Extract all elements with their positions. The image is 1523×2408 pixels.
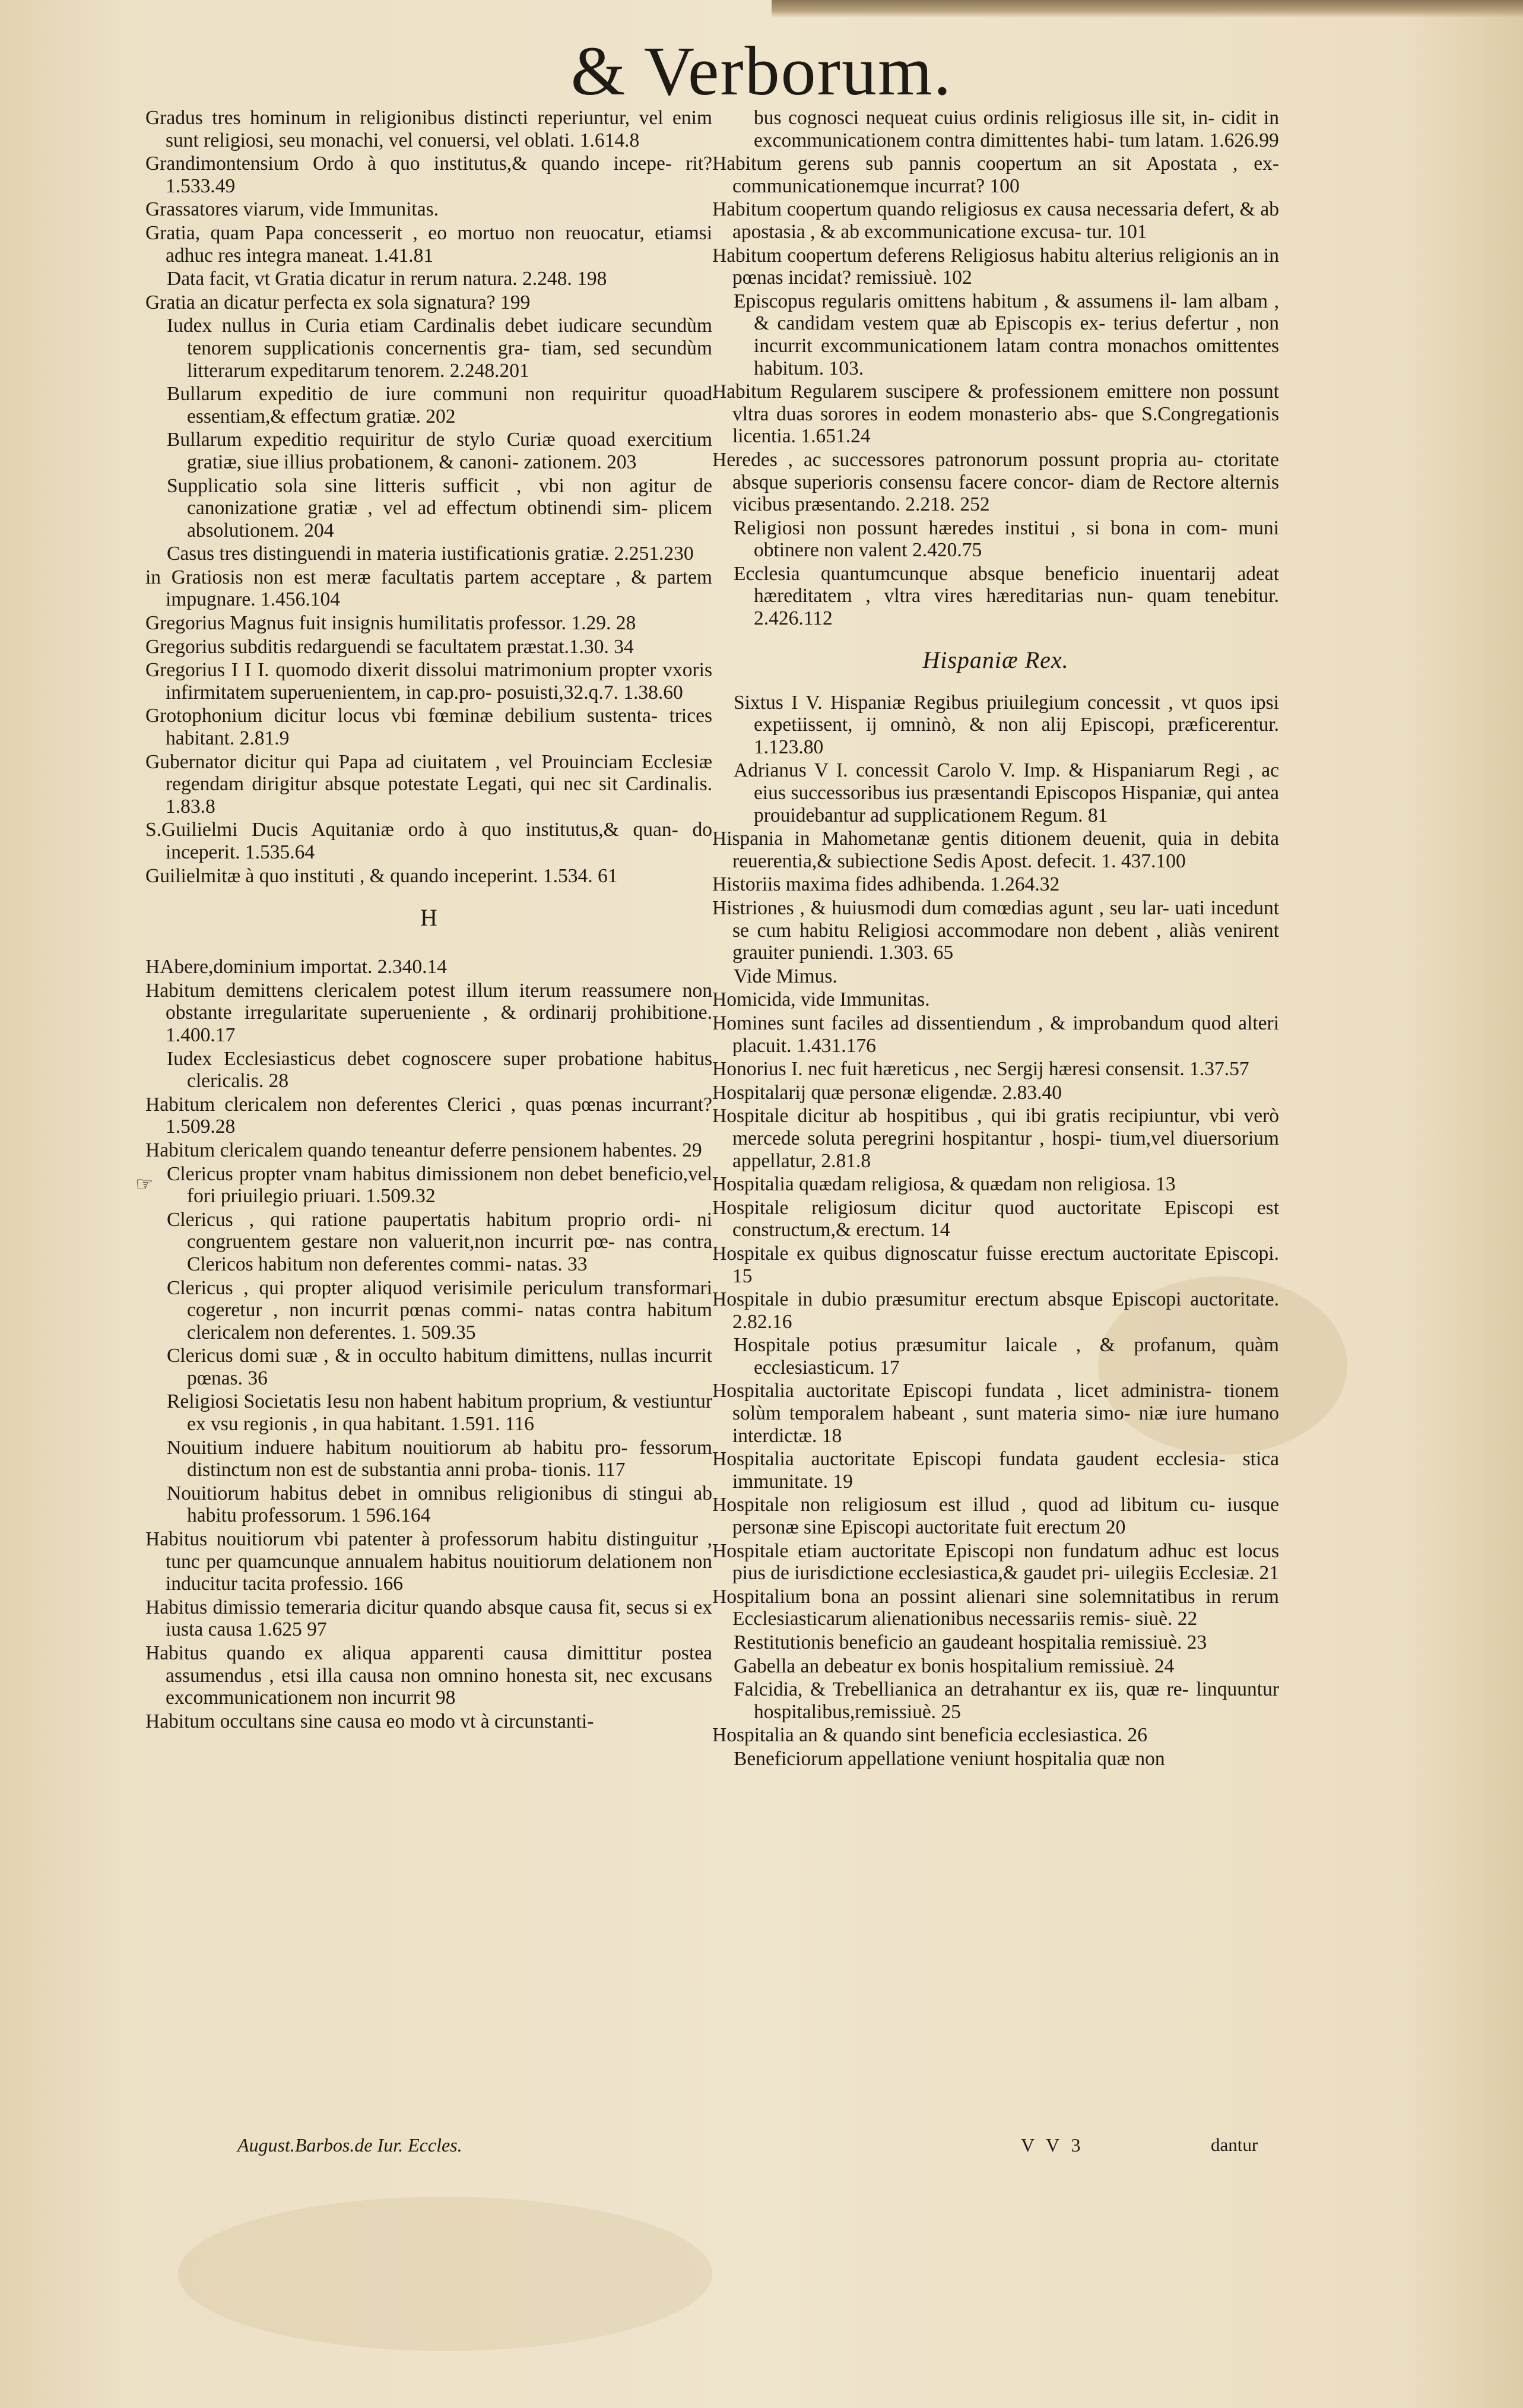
- right-column: [712, 107, 1279, 2220]
- index-entry: Hospitalia auctoritate Episcopi fundata , licet administra- tionem solùm temporalem habeant , sunt materia simo- niæ iure humano interdictæ. 18: [712, 1380, 1279, 1447]
- index-entry: Episcopus regularis omittens habitum , & assumens il- lam albam , & candidam vestem quæ ab Episcopis ex- terius defertur , non incurrit excommunicationem latam contra monachos omittentes habitum. 103.: [734, 290, 1279, 379]
- index-entry: Hospitale ex quibus dignoscatur fuisse erectum auctoritate Episcopi. 15: [712, 1242, 1279, 1287]
- index-entry: Habitus nouitiorum vbi patenter à professorum habitu distinguitur , tunc per quamcunque annualem habitus nouitiorum delationem non inducitur tacita professio. 166: [145, 1528, 712, 1595]
- index-entry: Habitum coopertum deferens Religiosus habitu alterius religionis an in pœnas incidat? remissiuè. 102: [712, 244, 1279, 289]
- index-entry: Habitum occultans sine causa eo modo vt à circunstanti-: [145, 1710, 594, 1732]
- index-entry: Homicida, vide Immunitas.: [712, 988, 930, 1011]
- index-entry: Grotophonium dicitur locus vbi fœminæ debilium sustenta- trices habitant. 2.81.9: [145, 705, 712, 750]
- index-entry: Bullarum expeditio requiritur de stylo Curiæ quoad exercitium gratiæ, siue illius probationem, & canoni- zationem. 203: [167, 429, 712, 473]
- footer-signature-mark: V V 3: [1021, 2134, 1084, 2156]
- index-entry: HAbere,dominium importat. 2.340.14: [145, 956, 448, 978]
- section-heading: Hispaniæ Rex.: [922, 646, 1069, 673]
- index-entry: Gradus tres hominum in religionibus distincti reperiuntur, vel enim sunt religiosi, seu monachi, vel conuersi, vel oblati. 1.614.8: [145, 107, 712, 151]
- index-entry: Sixtus I V. Hispaniæ Regibus priuilegium concessit , vt quos ipsi expetiissent, ij omninò, & non alij Episcopi, præficerentur. 1.123.80: [734, 691, 1279, 758]
- index-entry: Ecclesia quantumcunque absque beneficio inuentarij adeat hæreditatem , vltra vires hæreditarias nun- quam tenebitur. 2.426.112: [734, 562, 1279, 630]
- page-edge-shadow: [772, 0, 1523, 18]
- index-entry: Habitum gerens sub pannis coopertum an sit Apostata , ex- communicationemque incurrat? 100: [712, 153, 1279, 197]
- index-entry: Data facit, vt Gratia dicatur in rerum natura. 2.248. 198: [167, 268, 607, 290]
- index-entry: Beneficiorum appellatione veniunt hospitalia quæ non: [734, 1747, 1165, 1770]
- index-entry: Gubernator dicitur qui Papa ad ciuitatem , vel Prouinciam Ecclesiæ regendam dirigitur absque potestate Legati, qui nec sit Cardinalis. 1.83.8: [145, 750, 712, 818]
- index-entry: Hospitale potius præsumitur laicale , & profanum, quàm ecclesiasticum. 17: [734, 1334, 1279, 1379]
- index-entry: Histriones , & huiusmodi dum comœdias agunt , seu lar- uati incedunt se cum habitu Religiosi accommodare non debent , aliàs venirent grauiter puniendi. 1.303. 65: [712, 897, 1279, 964]
- index-entry: Hispania in Mahometanæ gentis ditionem deuenit, quia in debita reuerentia,& subiectione Sedis Apost. defecit. 1. 437.100: [712, 828, 1279, 872]
- index-entry: Nouitiorum habitus debet in omnibus religionibus di stingui ab habitu professorum. 1 596.164: [167, 1482, 712, 1527]
- index-entry: Hospitalarij quæ personæ eligendæ. 2.83.40: [712, 1081, 1062, 1104]
- index-entry: Hospitale etiam auctoritate Episcopi non fundatum adhuc est locus pius de iurisdictione ecclesiastica,& gaudet pri- uilegiis Ecclesiæ. 21: [712, 1539, 1279, 1585]
- footer-author: August.Barbos.de Iur. Eccles.: [237, 2134, 462, 2156]
- index-entry: Religiosi Societatis Iesu non habent habitum proprium, & vestiuntur ex vsu regionis , in qua habitant. 1.591. 116: [167, 1390, 712, 1436]
- index-entry: Habitum demittens clericalem potest illum iterum reassumere non obstante irregularitate superueniente , & ordinarij prohibitione. 1.400.17: [145, 979, 712, 1046]
- index-entry: Gabella an debeatur ex bonis hospitalium remissiuè. 24: [734, 1655, 1175, 1677]
- index-entry: Clericus domi suæ , & in occulto habitum dimittens, nullas incurrit pœnas. 36: [167, 1345, 712, 1389]
- index-entry: Hospitale religiosum dicitur quod auctoritate Episcopi est constructum,& erectum. 14: [712, 1196, 1279, 1241]
- index-entry: Hospitale non religiosum est illud , quod ad libitum cu- iusque personæ sine Episcopi auctoritate fuit erectum 20: [712, 1494, 1279, 1539]
- index-entry: Hospitale dicitur ab hospitibus , qui ibi gratis recipiuntur, vbi verò mercede soluta peregrini hospitantur , hospi- tium,vel diuersorium appellatur, 2.81.8: [712, 1105, 1279, 1172]
- index-entry: Restitutionis beneficio an gaudeant hospitalia remissiuè. 23: [734, 1631, 1207, 1653]
- index-entry: Habitum Regularem suscipere & professionem emittere non possunt vltra duas sorores in eodem monasterio abs- que S.Congregationis licentia. 1.651.24: [712, 381, 1279, 448]
- index-entry: S.Guilielmi Ducis Aquitaniæ ordo à quo institutus,& quan- do inceperit. 1.535.64: [145, 819, 712, 863]
- index-entry: Adrianus V I. concessit Carolo V. Imp. & Hispaniarum Regi , ac eius successoribus ius præsentandi Episcopos Hispaniæ, qui antea prouidebantur ad supplicationem Regum. 81: [734, 759, 1279, 826]
- index-entry: Gregorius Magnus fuit insignis humilitatis professor. 1.29. 28: [145, 612, 636, 635]
- index-entry: Falcidia, & Trebellianica an detrahantur ex iis, quæ re- linquuntur hospitalibus,remissiuè. 25: [734, 1678, 1279, 1723]
- index-entry: Bullarum expeditio de iure communi non requiritur quoad essentiam,& effectum gratiæ. 202: [167, 383, 712, 427]
- index-entry: Honorius I. nec fuit hæreticus , nec Sergij hæresi consensit. 1.37.57: [712, 1058, 1249, 1081]
- index-entry: Grassatores viarum, vide Immunitas.: [145, 198, 439, 221]
- index-entry: Gregorius I I I. quomodo dixerit dissolui matrimonium propter vxoris infirmitatem superuenientem, in cap.pro- posuisti,32.q.7. 1.38.60: [145, 659, 712, 704]
- index-entry: Gratia, quam Papa concesserit , eo mortuo non reuocatur, etiamsi adhuc res integra maneat. 1.41.81: [145, 221, 712, 267]
- index-entry: Habitus quando ex aliqua apparenti causa dimittitur postea assumendus , etsi illa causa non omnino honesta sit, nec excusans excommunicationem non incurrit 98: [145, 1642, 712, 1709]
- index-entry: Homines sunt faciles ad dissentiendum , & improbandum quod alteri placuit. 1.431.176: [712, 1012, 1279, 1057]
- index-entry: Clericus propter vnam habitus dimissionem non debet beneficio,vel fori priuilegio priuari. 1.509.32: [167, 1162, 712, 1208]
- index-entry: Heredes , ac successores patronorum possunt propria au- ctoritate absque superioris consensu facere concor- diam de Rectore alternis vicibus præsentando. 2.218. 252: [712, 448, 1279, 516]
- index-entry: Gratia an dicatur perfecta ex sola signatura? 199: [145, 291, 531, 313]
- index-entry: Clericus , qui propter aliquod verisimile periculum transformari cogeretur , non incurrit pœnas commi- natas contra habitum clericalem non deferentes. 1. 509.35: [167, 1276, 712, 1344]
- left-column: [145, 107, 712, 2220]
- index-entry: Gregorius subditis redarguendi se facultatem præstat.1.30. 34: [145, 635, 634, 658]
- index-entry: Guilielmitæ à quo instituti , & quando inceperint. 1.534. 61: [145, 864, 618, 887]
- index-entry: Casus tres distinguendi in materia iustificationis gratiæ. 2.251.230: [167, 543, 694, 565]
- letter-heading: H: [420, 904, 437, 931]
- index-entry: Habitus dimissio temeraria dicitur quando absque causa fit, secus si ex iusta causa 1.625 97: [145, 1596, 712, 1641]
- index-entry: bus cognosci nequeat cuius ordinis religiosus ille sit, in- cidit in excommunicationem contra dimittentes habi- tum latam. 1.626.99: [754, 107, 1279, 151]
- index-entry: in Gratiosis non est meræ facultatis partem acceptare , & partem impugnare. 1.456.104: [145, 566, 712, 611]
- index-entry: Grandimontensium Ordo à quo institutus,& quando incepe- rit? 1.533.49: [145, 153, 712, 197]
- index-entry: Habitum coopertum quando religiosus ex causa necessaria defert, & ab apostasia , & ab excommunicatione excusa- tur. 101: [712, 198, 1279, 243]
- index-entry: Hospitalia an & quando sint beneficia ecclesiastica. 26: [712, 1724, 1148, 1747]
- index-entry: Iudex Ecclesiasticus debet cognoscere super probatione habitus clericalis. 28: [167, 1047, 712, 1092]
- page-title: & Verborum.: [570, 32, 953, 110]
- index-entry: Hospitalia auctoritate Episcopi fundata gaudent ecclesia- stica immunitate. 19: [712, 1448, 1279, 1493]
- index-entry: Hospitalium bona an possint alienari sine solemnitatibus in rerum Ecclesiasticarum alienationibus necessariis remis- siuè. 22: [712, 1585, 1279, 1630]
- index-entry: Iudex nullus in Curia etiam Cardinalis debet iudicare secundùm tenorem supplicationis concernentis gra- tiam, sed secundùm litterarum expeditarum tenorem. 2.248.201: [167, 315, 712, 382]
- manicule-icon: ☞: [135, 1174, 154, 1196]
- index-entry: Hospitale in dubio præsumitur erectum absque Episcopi auctoritate. 2.82.16: [712, 1288, 1279, 1333]
- index-entry: Habitum clericalem quando teneantur deferre pensionem habentes. 29: [145, 1139, 702, 1161]
- index-entry: Supplicatio sola sine litteris sufficit , vbi non agitur de canonizatione gratiæ , vel ad effectum obtinendi sim- plicem absolutionem. 204: [167, 474, 712, 541]
- catchword: dantur: [1211, 2134, 1258, 2155]
- index-entry: Historiis maxima fides adhibenda. 1.264.32: [712, 873, 1060, 896]
- index-entry: Habitum clericalem non deferentes Clerici , quas pœnas incurrant? 1.509.28: [145, 1093, 712, 1138]
- index-entry: Religiosi non possunt hæredes institui , si bona in com- muni obtinere non valent 2.420.75: [734, 517, 1279, 562]
- index-entry: Vide Mimus.: [734, 965, 837, 987]
- index-entry: Nouitium induere habitum nouitiorum ab habitu pro- fessorum distinctum non est de substantia anni proba- tionis. 117: [167, 1436, 712, 1481]
- index-entry: Hospitalia quædam religiosa, & quædam non religiosa. 13: [712, 1173, 1176, 1196]
- index-entry: Clericus , qui ratione paupertatis habitum proprio ordi- ni congruentem gestare non valuerit,non incurrit pœ- nas contra Clericos habitum non deferentes commi- natas. 33: [167, 1208, 712, 1275]
